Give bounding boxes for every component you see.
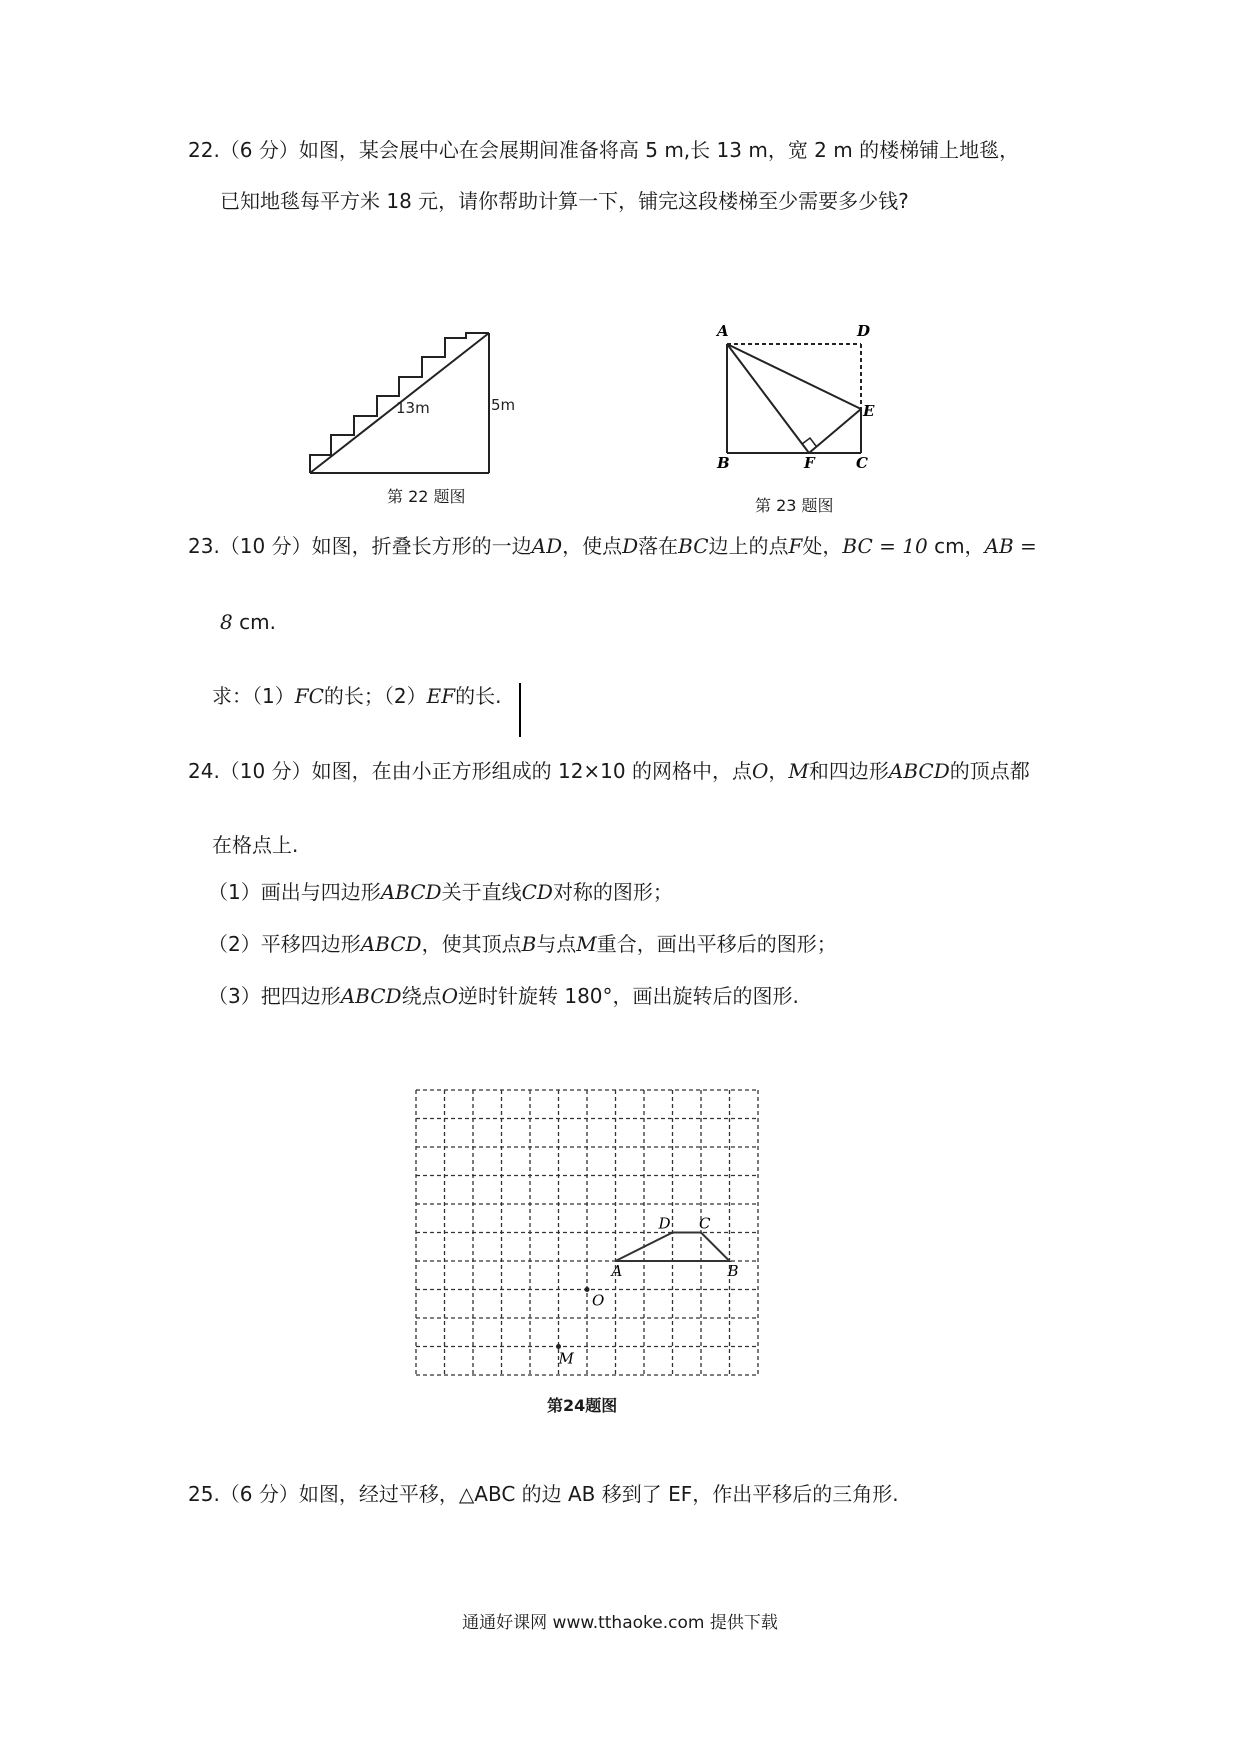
q23-text-line1: 23.（10 分）如图，折叠长方形的一边AD，使点D落在BC边上的点F处，BC = 10 cm，AB = xyxy=(188,534,1037,558)
q24-point-C: C xyxy=(699,1214,711,1233)
q23-rectangle-figure xyxy=(712,322,882,472)
q24-text-line1: 24.（10 分）如图，在由小正方形组成的 12×10 的网格中，点O，M和四边形ABCD的顶点都 xyxy=(188,759,1030,783)
q22-text-line1: 22.（6 分）如图，某会展中心在会展期间准备将高 5 m,长 13 m，宽 2 m 的楼梯铺上地毯， xyxy=(188,138,1020,162)
q24-subquestion-3: （3）把四边形ABCD绕点O逆时针旋转 180°，画出旋转后的图形. xyxy=(208,984,799,1008)
q23-caption: 第 23 题图 xyxy=(755,496,834,515)
q23-question-text: 求：（1）FC的长；（2）EF的长. xyxy=(212,684,502,708)
q24-caption: 第24题图 xyxy=(547,1396,618,1415)
text-cursor xyxy=(519,683,521,737)
q22-caption: 第 22 题图 xyxy=(387,487,466,506)
q24-point-A: A xyxy=(611,1262,623,1280)
q23-text-line2: 8 cm. xyxy=(220,610,276,634)
point-M xyxy=(556,1344,561,1349)
q23-point-C: C xyxy=(856,454,868,472)
q23-point-A: A xyxy=(717,322,729,340)
q22-label-slope: 13m xyxy=(396,399,430,417)
q24-point-M: M xyxy=(558,1349,574,1368)
q22-staircase-figure xyxy=(300,320,516,480)
q24-grid-figure xyxy=(400,1080,800,1400)
page-footer: 通通好课网 www.tthaoke.com 提供下载 xyxy=(462,1613,778,1633)
q24-subquestion-1: （1）画出与四边形ABCD关于直线CD对称的图形； xyxy=(208,880,673,904)
q24-subquestion-2: （2）平移四边形ABCD，使其顶点B与点M重合，画出平移后的图形； xyxy=(208,932,837,956)
q24-point-O: O xyxy=(592,1291,605,1310)
q23-point-D: D xyxy=(857,322,871,340)
q24-point-B: B xyxy=(727,1262,739,1280)
q23-point-B: B xyxy=(717,454,730,472)
q22-label-height: 5m xyxy=(491,396,516,414)
q25-text-line1: 25.（6 分）如图，经过平移，△ABC 的边 AB 移到了 EF，作出平移后的三角形. xyxy=(188,1482,899,1506)
q22-text-line2: 已知地毯每平方米 18 元，请你帮助计算一下，铺完这段楼梯至少需要多少钱? xyxy=(220,189,909,213)
q23-point-F: F xyxy=(804,454,815,472)
point-O xyxy=(585,1287,590,1292)
q24-point-D: D xyxy=(658,1214,671,1233)
q24-text-line2: 在格点上. xyxy=(212,833,299,857)
q23-point-E: E xyxy=(863,402,875,420)
